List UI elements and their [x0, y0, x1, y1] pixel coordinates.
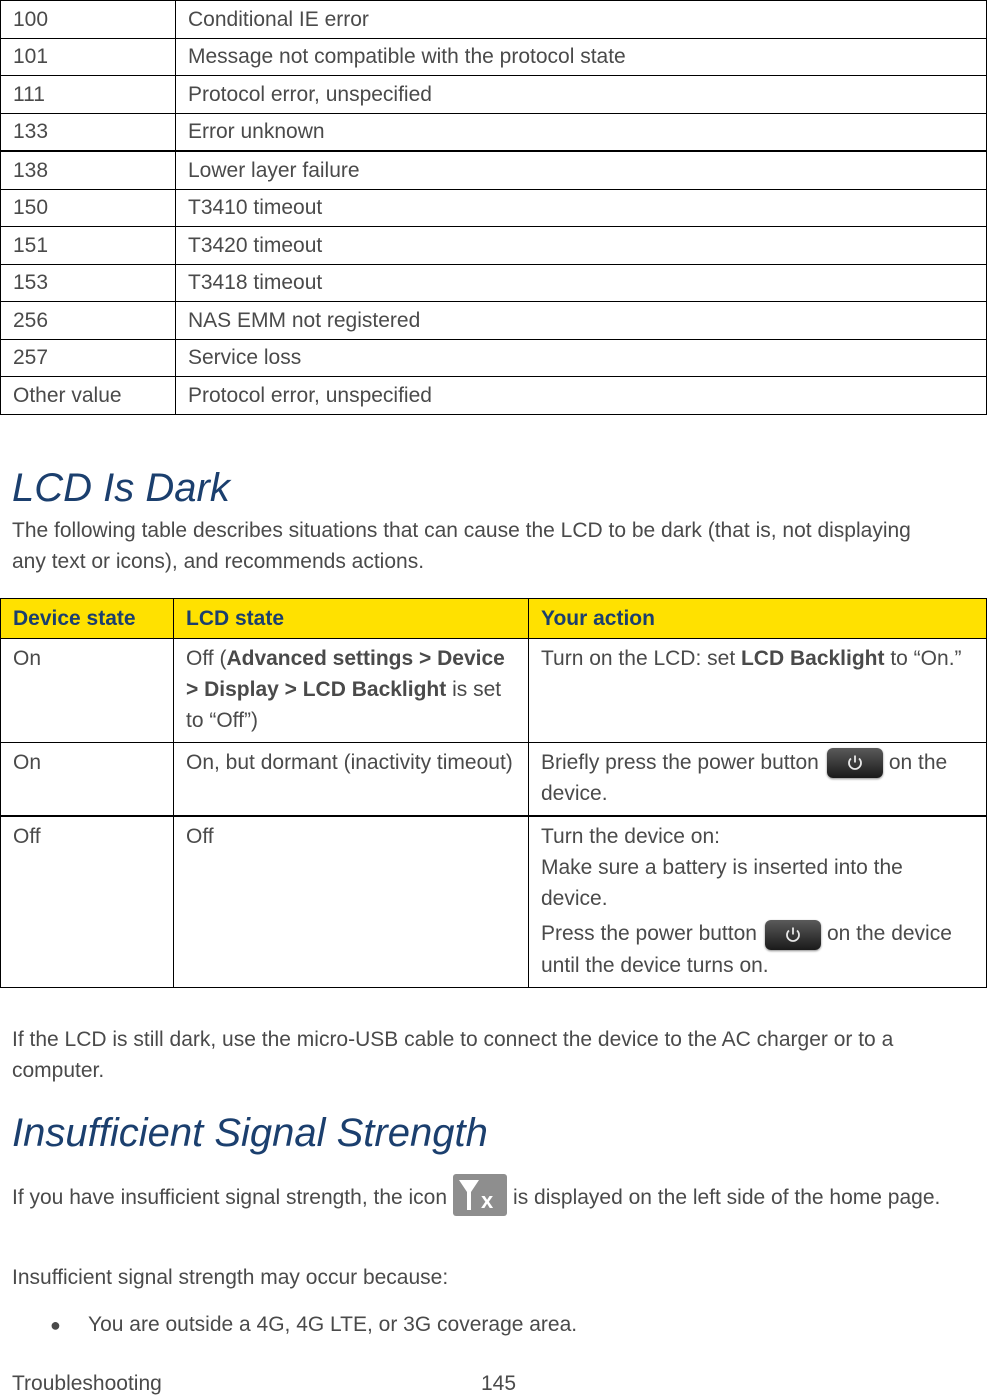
lcd-state-text: Off ( — [186, 647, 227, 670]
page-number: 145 — [481, 1372, 517, 1395]
table-row — [1, 264, 987, 302]
table-row — [1, 743, 987, 817]
error-code: 150 — [1, 189, 176, 227]
error-description: Protocol error, unspecified — [176, 76, 987, 114]
header-device-state: Device state — [1, 599, 174, 639]
table-row — [1, 227, 987, 265]
lcd-still-dark-note: If the LCD is still dark, use the micro-USB cable to connect the device to the AC charger or to a computer. — [12, 1028, 894, 1082]
table-row — [1, 113, 987, 151]
error-description: Message not compatible with the protocol state — [176, 38, 987, 76]
signal-strength-heading: Insufficient Signal Strength — [12, 1111, 488, 1155]
action-cell — [529, 743, 987, 817]
action-text: Make sure a battery is inserted into the device. — [541, 856, 903, 911]
no-signal-tx-icon — [453, 1174, 507, 1216]
table-row — [1, 151, 987, 189]
table-header-row — [1, 599, 987, 639]
error-description: T3410 timeout — [176, 189, 987, 227]
table-row — [1, 38, 987, 76]
power-button-icon — [765, 920, 821, 950]
lcd-dark-heading: LCD Is Dark — [12, 466, 230, 510]
table-row — [1, 302, 987, 340]
table-row — [1, 76, 987, 114]
action-text: Briefly press the power button — [541, 751, 819, 774]
error-code: 151 — [1, 227, 176, 265]
error-description: T3418 timeout — [176, 264, 987, 302]
footer-section-name: Troubleshooting — [12, 1372, 162, 1395]
signal-paragraph — [12, 1174, 972, 1216]
table-row — [1, 339, 987, 377]
settings-path: Advanced settings > Device > Display > LCD Backlight — [186, 647, 505, 701]
action-text: Turn on the LCD: set — [541, 647, 741, 670]
action-text: Press the power button — [541, 922, 757, 946]
action-text: to “On.” — [884, 647, 962, 670]
device-state-cell: Off — [1, 816, 174, 987]
error-code-table — [0, 0, 987, 415]
action-cell — [529, 816, 987, 987]
device-state-cell: On — [1, 639, 174, 743]
table-row — [1, 816, 987, 987]
error-description: Protocol error, unspecified — [176, 377, 987, 415]
lcd-state-cell — [174, 639, 529, 743]
bullet-item: You are outside a 4G, 4G LTE, or 3G coverage area. — [88, 1313, 578, 1336]
action-text-with-icon — [541, 918, 974, 980]
header-lcd-state: LCD state — [174, 599, 529, 639]
error-code: 101 — [1, 38, 176, 76]
action-text: Turn the device on: — [541, 825, 720, 849]
error-code: 133 — [1, 113, 176, 151]
error-code: Other value — [1, 377, 176, 415]
error-description: T3420 timeout — [176, 227, 987, 265]
table-row — [1, 639, 987, 743]
lcd-dark-table — [0, 598, 987, 988]
error-description: Lower layer failure — [176, 151, 987, 189]
error-description: NAS EMM not registered — [176, 302, 987, 340]
action-cell — [529, 639, 987, 743]
error-code: 153 — [1, 264, 176, 302]
lcd-state-cell: On, but dormant (inactivity timeout) — [174, 743, 529, 817]
signal-text: If you have insufficient signal strength, the icon — [12, 1186, 448, 1209]
error-description: Service loss — [176, 339, 987, 377]
error-description: Conditional IE error — [176, 1, 987, 39]
header-your-action: Your action — [529, 599, 987, 639]
error-code: 256 — [1, 302, 176, 340]
table-row — [1, 1, 987, 39]
lcd-dark-intro: The following table describes situations that can cause the LCD to be dark (that is, not displaying any text or icons), and recommends actions. — [12, 519, 911, 573]
table-row — [1, 189, 987, 227]
bullet-icon: ● — [50, 1315, 61, 1335]
signal-causes-intro: Insufficient signal strength may occur because: — [12, 1266, 449, 1289]
device-state-cell: On — [1, 743, 174, 817]
action-text: on the device. — [541, 751, 948, 806]
lcd-backlight-setting: LCD Backlight — [740, 647, 885, 670]
signal-text: is displayed on the left side of the home page. — [513, 1186, 941, 1209]
error-description: Error unknown — [176, 113, 987, 151]
table-row — [1, 377, 987, 415]
svg-text:x: x — [481, 1188, 494, 1212]
error-code: 257 — [1, 339, 176, 377]
error-code: 111 — [1, 76, 176, 114]
lcd-state-cell: Off — [174, 816, 529, 987]
error-code: 138 — [1, 151, 176, 189]
lcd-state-text: is set to “Off”) — [186, 678, 502, 732]
error-code: 100 — [1, 1, 176, 39]
action-text: on the device until the device turns on. — [541, 922, 952, 977]
power-button-icon — [827, 748, 883, 778]
